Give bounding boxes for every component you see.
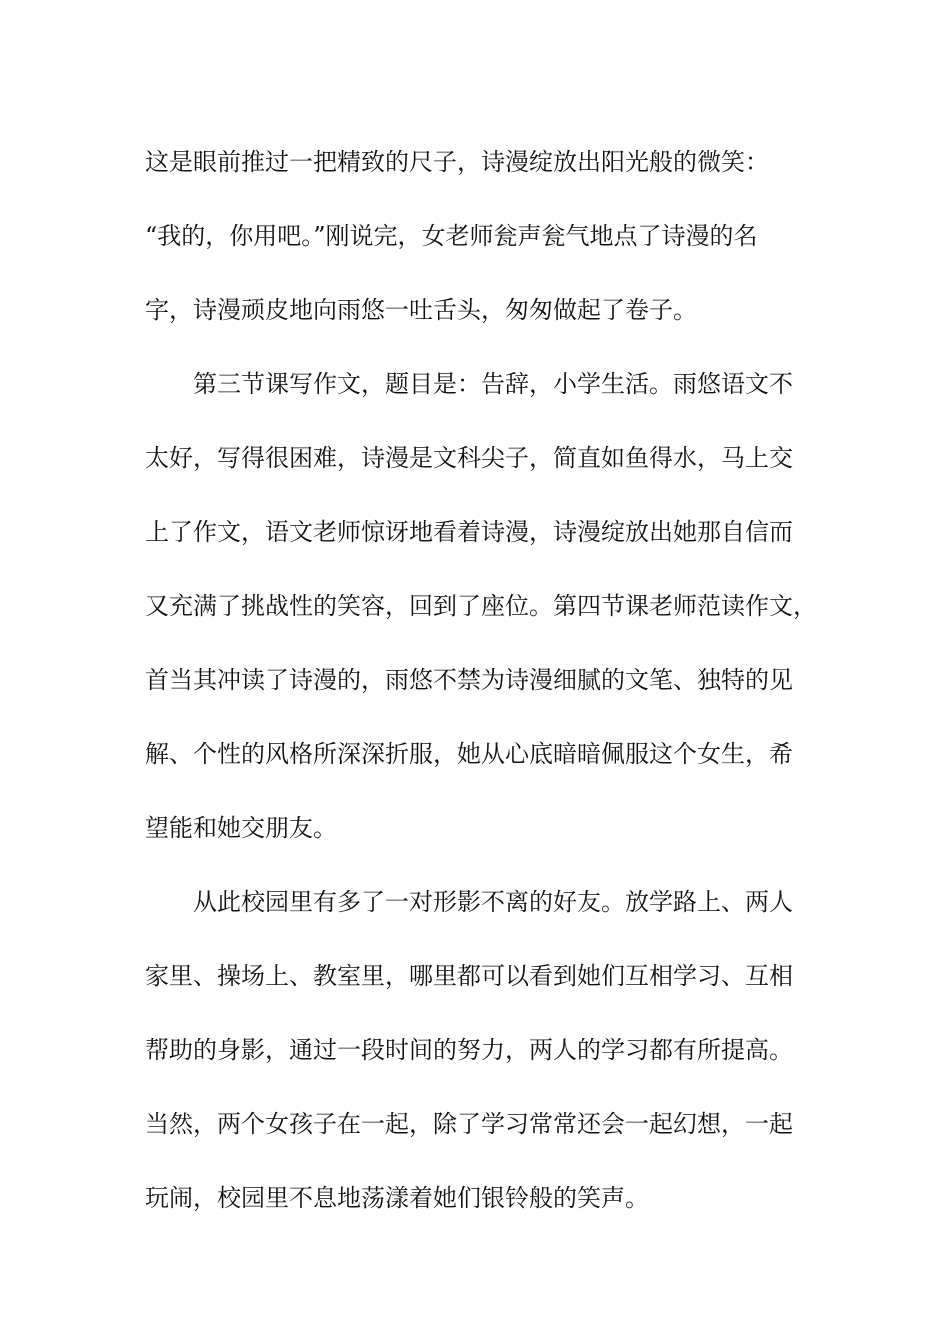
text-line: 玩闹，校园里不息地荡漾着她们银铃般的笑声。 bbox=[145, 1184, 649, 1212]
text-line: 解、个性的风格所深深折服，她从心底暗暗佩服这个女生，希 bbox=[145, 740, 793, 768]
body-text bbox=[145, 125, 817, 1235]
text-line: 家里、操场上、教室里，哪里都可以看到她们互相学习、互相 bbox=[145, 962, 793, 990]
text-line: 字，诗漫顽皮地向雨悠一吐舌头，匆匆做起了卷子。 bbox=[145, 296, 697, 324]
paragraph-start-line: 第三节课写作文，题目是：告辞，小学生活。雨悠语文不 bbox=[193, 370, 793, 398]
text-line: 太好，写得很困难，诗漫是文科尖子，简直如鱼得水，马上交 bbox=[145, 444, 793, 472]
text-line: 帮助的身影，通过一段时间的努力，两人的学习都有所提高。 bbox=[145, 1036, 793, 1064]
text-line: 这是眼前推过一把精致的尺子，诗漫绽放出阳光般的微笑： bbox=[145, 148, 769, 176]
text-line: 首当其冲读了诗漫的，雨悠不禁为诗漫细腻的文笔、独特的见 bbox=[145, 666, 793, 694]
text-line: 望能和她交朋友。 bbox=[145, 814, 337, 842]
text-line: 上了作文，语文老师惊讶地看着诗漫，诗漫绽放出她那自信而 bbox=[145, 518, 793, 546]
text-line: 又充满了挑战性的笑容，回到了座位。第四节课老师范读作文， bbox=[145, 592, 817, 620]
text-line: “我的，你用吧。”刚说完，女老师瓮声瓮气地点了诗漫的名 bbox=[145, 222, 758, 250]
paragraph-start-line: 从此校园里有多了一对形影不离的好友。放学路上、两人 bbox=[193, 888, 793, 916]
text-line: 当然，两个女孩子在一起，除了学习常常还会一起幻想，一起 bbox=[145, 1110, 793, 1138]
